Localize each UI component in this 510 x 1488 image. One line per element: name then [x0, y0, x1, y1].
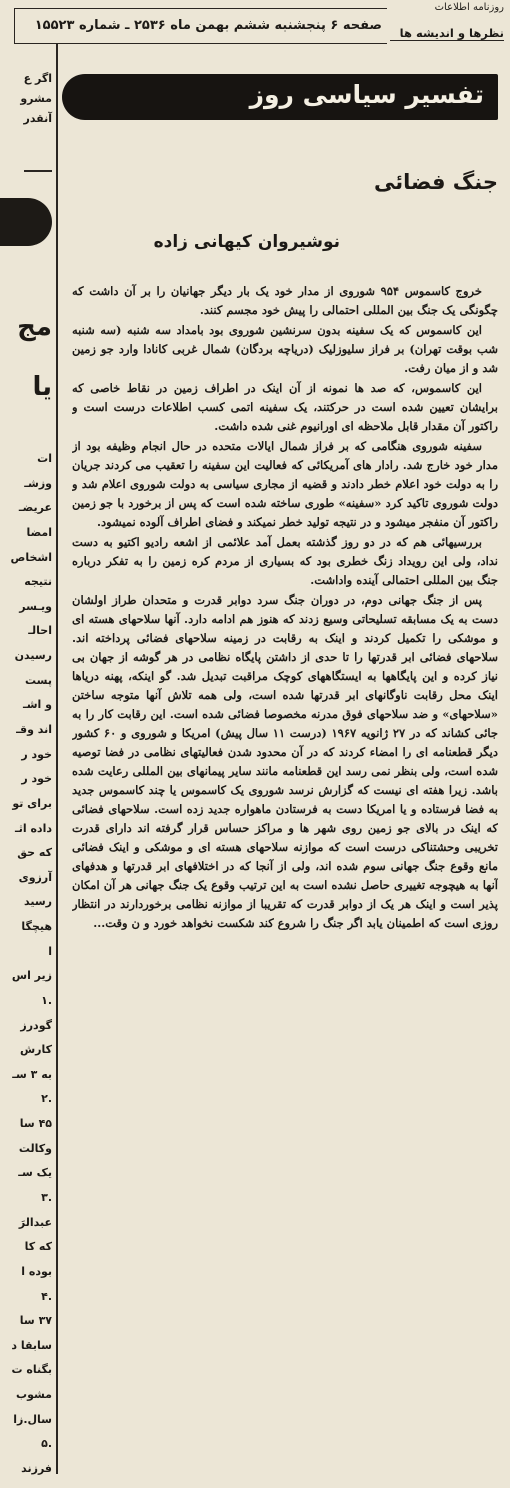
article-author: نوشیروان کیهانی زاده	[153, 232, 340, 252]
adjacent-line: که حق	[17, 846, 52, 859]
adjacent-line: کارش	[19, 1043, 52, 1056]
article-title: جنگ فضائی	[374, 170, 498, 194]
paper-name: روزنامه اطلاعات	[434, 2, 504, 13]
adjacent-line: .۱	[41, 994, 52, 1007]
adjacent-line: اند وقـ	[16, 723, 52, 736]
adjacent-line: خود ر	[21, 772, 52, 785]
adjacent-line: یک سـ	[18, 1166, 52, 1179]
adjacent-column	[0, 0, 56, 1488]
adjacent-line: عبدالرَ	[18, 1216, 52, 1229]
adjacent-line: داده اثـ	[14, 822, 52, 835]
article-paragraph: پس از جنگ جهانی دوم، در دوران جنگ سرد دوابر قدرت و متحدان طراز اولشان دست به یک مسابقه تسلیحاتی وسیع زدند که هنوز هم ادامه دارد. آنها سلاحهای هسته ای و موشکی را تکمیل کردند و اینک به رقابت در زمینه سلاحهای فضائی پرداخته اند. سلاحهای فضائی ابر قدرتها را تا حدی از داشتن پایگاه نظامی در هر گوشه از جهان بی نیاز کرده و این پایگاهها به ایستگاههای کوچک مراقبت تبدیل شد. گو اینکه، پهنه دریاها اینک محل رقابت ناوگانهای ابر قدرتها شده است، ولی همه تلاش آنها متوجه ساختن «سلاحهای» و ضد سلاحهای فوق مدرنه مخصوصا فضائی شده است. این رقابت کار را به جائی کشاند که در ۲۷ ژانویه ۱۹۶۷ (درست ۱۱ سال پیش) امریکا و شوروی و ۶۰ کشور دیگر قطعنامه ای را امضاء کردند که در آن محدود شدن فعالیتهای نظامی در فضا توصیه شده است، ولی بنظر نمی رسد این قطعنامه مانند سایر پیمانهای بین المللی رعایت شده باشد. زیرا هفته ای نیست که گزارش نرسد شوروی یک کاسموس یا چند کاسموس جدید به فضا فرستاده و یا امریکا دست به فرستادن ماهواره جدید زده است. سلاحهای فضائی که اینک در بالای جو زمین روی شهر ها و مراکز حساس قرار گرفته اند دارای قدرت تخریبی وحشتناکی درست است که موازنه سلاحهای هسته ای و موشکی و اینک فضائی مانع وقوع جنگ جهانی سوم شده اند، ولی از آنجا که در اختلافهای ابر قدرتها و هدفهای آنها به هیچوجه تغییری حاصل نشده است به این ترتیب وقوع یک جنگ جهانی هر آن امکان پذیر است و اینک هر یک از دوابر قدرت که تقریبا از موازنه نظامی برخوردارند در انتظار روزی است که اطمینان یابد اگر جنگ را شروع کند شکست نخواهد خورد و ن وقت...	[72, 593, 498, 930]
adjacent-headline: مج	[17, 312, 52, 342]
adjacent-line: و اشـ	[22, 698, 52, 711]
adjacent-line: .۵	[41, 1437, 52, 1450]
adjacent-line: رسید	[24, 895, 52, 908]
adjacent-line: .۲	[41, 1092, 52, 1105]
adjacent-line: ویـسر	[19, 600, 52, 613]
adjacent-line: امضا	[26, 526, 52, 539]
adjacent-line: برای تو	[12, 797, 52, 810]
adjacent-line: ۴۵ سا	[19, 1117, 52, 1130]
adjacent-line: به ۳ سـ	[12, 1068, 52, 1081]
column-banner	[62, 74, 498, 120]
adjacent-line: سال.زا	[13, 1413, 52, 1426]
adjacent-fragment: اگر ع	[23, 72, 52, 85]
column-banner-title: تفسیر سیاسی روز	[249, 80, 484, 109]
adjacent-line: فرزند	[21, 1462, 52, 1475]
section-title: نظرها و اندیشه ها	[390, 26, 504, 41]
adjacent-headline: یا	[32, 372, 52, 402]
adjacent-line: ات	[37, 452, 52, 465]
article-paragraph: سفینه شوروی هنگامی که بر فراز شمال ایالات متحده در حال انجام وظیفه بود از مدار خود خارج شد. رادار های آمریکائی که فعالیت این سفینه را تعقیب می کردند جریان را به دولت خود اعلام خطر دادند و قضیه از مجاری سیاسی به دولت شوروی اعلام شد و دولت شوروی تاکید کرد «سفینه» طوری ساخته شده است که پس از برخورد با جو زمین راکتور آن منفجر میشود و در نتیجه تولید خطر نمیکند و فضای اطراف آلوده نمیشود.	[72, 439, 498, 529]
adjacent-line: زیر اس	[11, 969, 52, 982]
adjacent-line: که کا	[24, 1240, 52, 1253]
adjacent-graphic	[0, 198, 52, 246]
article-paragraph: این کاسموس که یک سفینه بدون سرنشین شوروی بود بامداد سه شنبه (سه شنبه شب بوقت تهران) بر فراز سلیوزلیک (دریاچه بردگان) شمال غربی کانادا وارد جو زمین شد و از میان رفت.	[72, 323, 498, 375]
adjacent-fragment: آنقدر	[23, 112, 52, 125]
adjacent-line: ا	[48, 945, 52, 958]
adjacent-line: پست	[25, 674, 52, 687]
adjacent-line: بوده ا	[21, 1265, 52, 1278]
adjacent-line: بگناه ت	[11, 1363, 52, 1376]
adjacent-line: اشخاص	[10, 551, 52, 564]
adjacent-line: وزشـ	[24, 477, 52, 490]
article-paragraph: بررسیهائی هم که در دو روز گذشته بعمل آمد علائمی از اشعه رادیو اکتیو به دست نداد، ولی این رویداد زنگ خطری بود که بسیاری از مردم کره زمین را به تفکر درباره جنگ بین المللی احتمالی آینده واداشت.	[72, 535, 498, 587]
adjacent-line: مشوب	[16, 1388, 52, 1401]
adjacent-fragment: مشرو	[20, 92, 52, 105]
adjacent-line: احالـ	[28, 624, 52, 637]
article-body	[72, 282, 498, 1477]
adjacent-rule	[24, 170, 52, 172]
adjacent-line: ۳۷ سا	[19, 1314, 52, 1327]
adjacent-line: گودرز	[20, 1019, 52, 1032]
article-paragraph: این کاسموس، که صد ها نمونه از آن اینک در اطراف زمین در نقاط خاصی که برایشان تعیین شده است در حرکتند، یک سفینه اتمی کسب اطلاعات درست است و راکتور آن مقدار قابل ملاحظه ای اورانیوم غنی شده داشت.	[72, 381, 498, 433]
adjacent-line: رسیدن	[14, 649, 52, 662]
adjacent-line: نتیجه	[24, 575, 52, 588]
page-info: صفحه ۶ پنجشنبه ششم بهمن ماه ۲۵۳۶ ـ شماره ۱۵۵۲۳	[34, 18, 382, 33]
column-divider	[56, 44, 58, 1474]
adjacent-line: آرزوی	[18, 871, 52, 884]
adjacent-line: عریضـ	[18, 501, 52, 514]
adjacent-line: .۳	[41, 1191, 52, 1204]
adjacent-line: هیچگا	[21, 920, 52, 933]
adjacent-line: سابقا د	[11, 1339, 52, 1352]
adjacent-line: خود ر	[21, 748, 52, 761]
adjacent-line: .۴	[41, 1290, 52, 1303]
adjacent-line: وکالت	[18, 1142, 52, 1155]
article-paragraph: خروج کاسموس ۹۵۴ شوروی از مدار خود یک بار دیگر جهانیان را بر آن داشت که چگونگی یک جنگ بین المللی احتمالی را پیش خود مجسم کنند.	[72, 284, 498, 317]
